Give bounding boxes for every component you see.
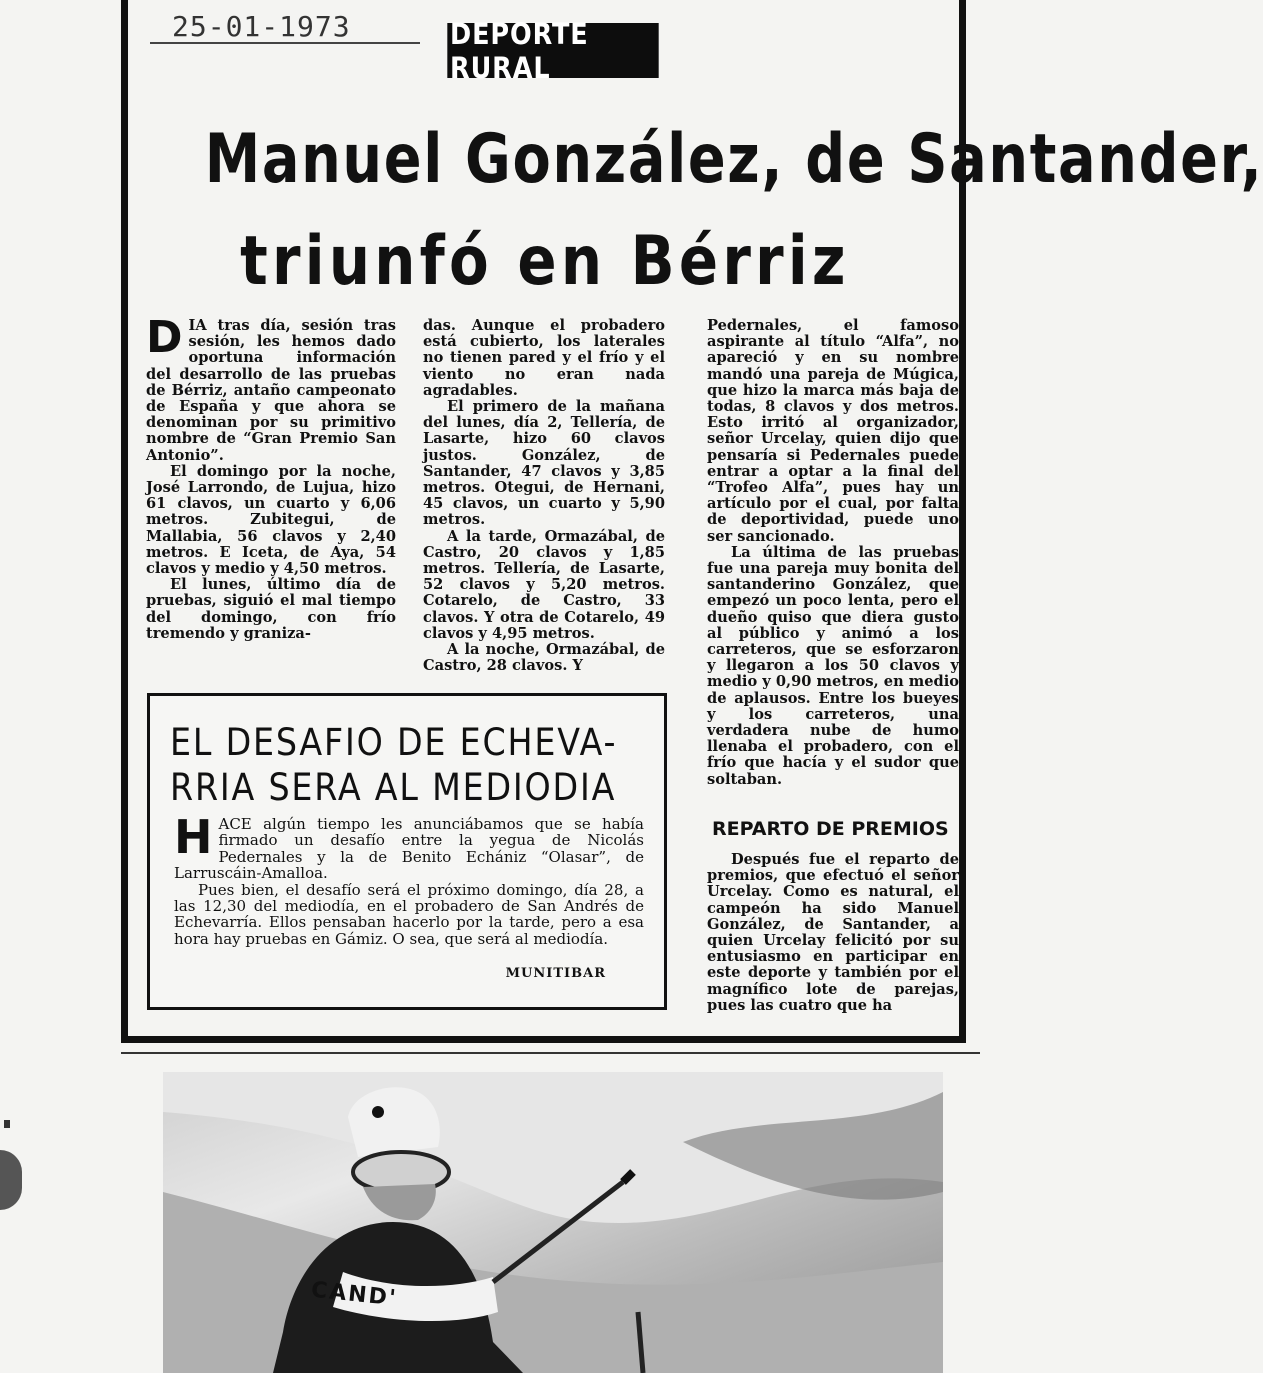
headline-line-1: Manuel González, de Santander,	[204, 120, 1263, 199]
article-column-4	[707, 852, 959, 1027]
box-title	[170, 720, 618, 810]
jersey-text: CAND'	[309, 1277, 399, 1312]
paragraph: ACE algún tiempo les anunciábamos que se había firmado un desafío entre la yegua de Nicolás Pedernales y la de Benito Echániz “Olasar”, de Larruscáin-Amalloa.	[174, 815, 644, 883]
paragraph: El lunes, último día de pruebas, siguió el mal tiempo del domingo, con frío tremendo y graniza-	[146, 576, 396, 642]
article-column-1	[146, 312, 396, 668]
article-column-2	[423, 317, 665, 675]
paragraph: Después fue el reparto de premios, que efectuó el señor Urcelay. Como es natural, el campeón ha sido Manuel González, de Santander, a quien Urcelay felicitó por su entusiasmo en participar en este deporte y también por el magnífico lote de parejas, pues las cuatro que ha	[707, 851, 959, 1014]
box-title-line-1: EL DESAFIO DE ECHEVA-	[170, 721, 618, 764]
drop-cap: H	[174, 810, 213, 864]
headline-line-2: triunfó en Bérriz	[240, 222, 850, 301]
paragraph: A la noche, Ormazábal, de Castro, 28 clavos. Y	[423, 641, 665, 675]
page-divider	[121, 1052, 980, 1054]
skier-photo	[163, 1072, 943, 1373]
photo-illustration	[163, 1072, 943, 1373]
handwritten-date: 25-01-1973	[172, 10, 351, 43]
paragraph: das. Aunque el probadero está cubierto, los laterales no tienen pared y el frío y el viento no eran nada agradables.	[423, 317, 665, 399]
article-column-3	[707, 318, 959, 798]
page-edge-mark	[0, 1150, 22, 1210]
subheading: REPARTO DE PREMIOS	[712, 818, 949, 840]
margin-mark	[4, 1120, 10, 1128]
paragraph: Pues bien, el desafío será el próximo domingo, día 28, a las 12,30 del mediodía, en el probadero de San Andrés de Echevarría. Ellos pensaban hacerlo por la tarde, pero a esa hora hay pruebas en Gámiz. O sea, que será al mediodía.	[174, 880, 644, 948]
byline: MUNITIBAR	[505, 966, 606, 981]
box-body	[174, 810, 644, 948]
headline	[130, 120, 1263, 302]
paragraph: El primero de la mañana del lunes, día 2, Tellería, de Lasarte, hizo 60 clavos justos. González, de Santander, 47 clavos y 3,85 metros. Otegui, de Hernani, 45 clavos, un cuarto y 5,90 metros.	[423, 398, 665, 529]
section-label: DEPORTE RURAL	[447, 23, 658, 78]
paragraph: El domingo por la noche, José Larrondo, de Lujua, hizo 61 clavos, un cuarto y 6,06 metros. Zubitegui, de Mallabia, 56 clavos y 2,40 metros. E Iceta, de Aya, 54 clavos y medio y 4,50 metros.	[146, 462, 396, 578]
paragraph: La última de las pruebas fue una pareja muy bonita del santanderino González, que empezó un poco lenta, pero el dueño quiso que diera gusto al público y animó a los carreteros, que se esforzaron y llegaron a los 50 clavos y medio y 0,90 metros, en medio de aplausos. Entre los bueyes y los carreteros, una verdadera nube de humo llenaba el probadero, con el frío que hacía y el sudor que soltaban.	[707, 543, 959, 788]
paragraph: A la tarde, Ormazábal, de Castro, 20 clavos y 1,85 metros. Tellería, de Lasarte, 52 clavos y 5,20 metros. Cotarelo, de Castro, 33 clavos. Y otra de Cotarelo, 49 clavos y 4,95 metros.	[423, 527, 665, 642]
drop-cap: D	[146, 312, 183, 363]
paragraph: IA tras día, sesión tras sesión, les hemos dado oportuna información del desarrollo de las pruebas de Bérriz, antaño campeonato de España y que ahora se denominan por su primitivo nombre de “Gran Premio San Antonio”.	[146, 317, 396, 464]
paragraph: Pedernales, el famoso aspirante al título “Alfa”, no apareció y en su nombre mandó una pareja de Múgica, que hizo la marca más baja de todas, 8 clavos y dos metros. Esto irritó al organizador, señor Urcelay, quien dijo que pensaría si Pedernales puede entrar a optar a la final del “Trofeo Alfa”, pues hay un artículo por el cual, por falta de deportividad, puede uno ser sancionado.	[707, 317, 959, 545]
sidebar-box	[147, 693, 667, 1010]
box-title-line-2: RRIA SERA AL MEDIODIA	[170, 766, 617, 809]
